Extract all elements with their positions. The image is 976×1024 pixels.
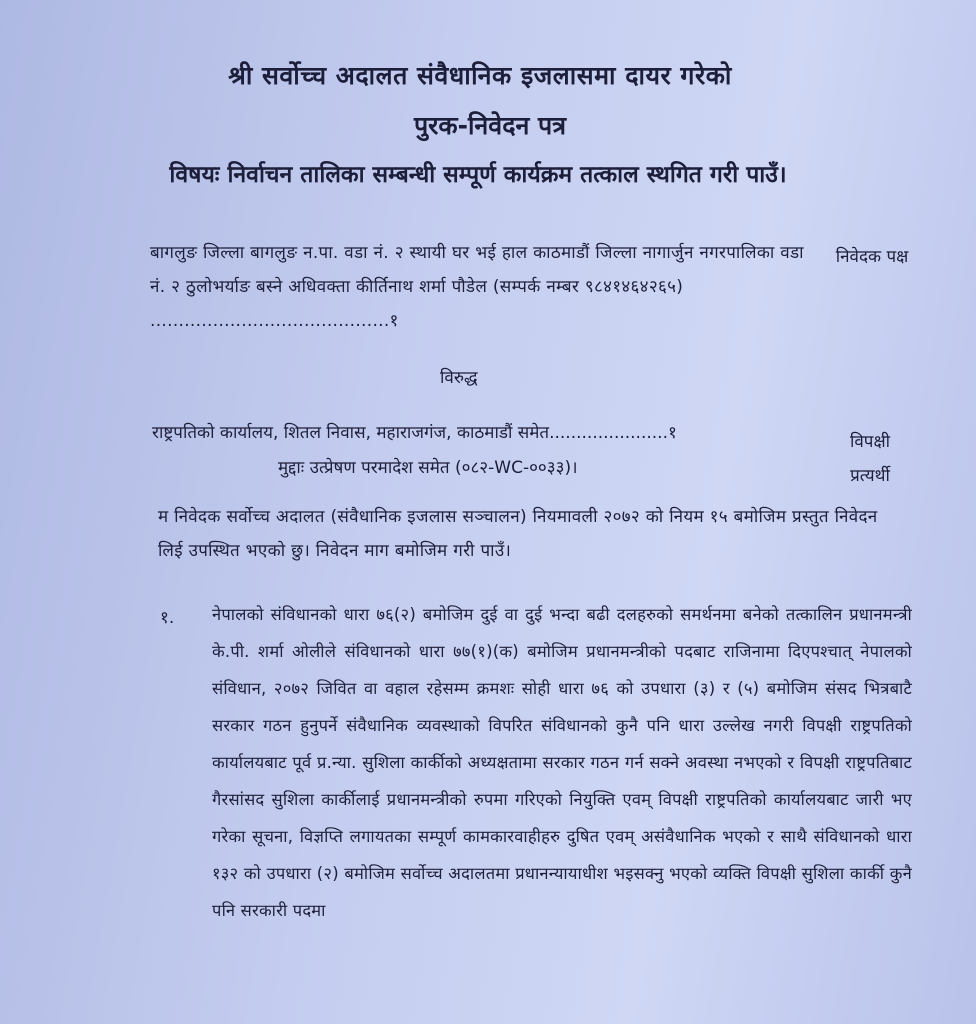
respondent-details: राष्ट्रपतिको कार्यालय, शितल निवास, महाराजगंज, काठमाडौं समेत......................१ (152, 423, 677, 443)
item-paragraph: नेपालको संविधानको धारा ७६(२) बमोजिम दुई वा दुई भन्दा बढी दलहरुको समर्थनमा बनेको तत्कालिन प्रधानमन्त्री के.पी. शर्मा ओलीले संविधानको धारा ७७(१)(क) बमोजिम प्रधानमन्त्रीको पदबाट राजिनामा दिएपश्चात् नेपालको संविधान, २०७२ जिवित वा वहाल रहेसम्म क्रमशः सोही धारा ७६ को उपधारा (३) र (५) बमोजिम संसद भित्रबाटै सरकार गठन हुनुपर्ने संवैधानिक व्यवस्थाको विपरित संविधानको कुनै पनि धारा उल्लेख नगरी विपक्षी राष्ट्रपतिको कार्यालयबाट पूर्व प्र.न्या. सुशिला कार्कीको अध्यक्षतामा सरकार गठन गर्न सक्ने अवस्था नभएको र विपक्षी राष्ट्रपतिबाट गैरसांसद सुशिला कार्कीलाई प्रधानमन्त्रीको रुपमा गरिएको नियुक्ति एवम् विपक्षी राष्ट्रपतिको कार्यालयबाट जारी भए गरेका सूचना, विज्ञप्ति लगायतका सम्पूर्ण कामकारवाहीहरु दुषित एवम् असंवैधानिक भएको र साथै संविधानको धारा १३२ को उपधारा (२) बमोजिम सर्वोच्च अदालतमा प्रधानन्यायाधीश भइसक्नु भएको व्यक्ति विपक्षी सुशिला कार्की कुनै पनि सरकारी पदमा (212, 605, 912, 920)
document-subject: विषयः निर्वाचन तालिका सम्बन्धी सम्पूर्ण कार्यक्रम तत्काल स्थगित गरी पाउँ। (169, 162, 787, 188)
item-number: १. (160, 608, 175, 628)
document-title-type: पुरक-निवेदन पत्र (413, 111, 567, 140)
respondent-side-label: विपक्षी प्रत्यर्थी (849, 432, 891, 486)
intro-paragraph: म निवेदक सर्वोच्च अदालत (संवैधानिक इजलास सञ्चालन) नियमावली २०७२ को नियम १५ बमोजिम प्रस्तुत निवेदन लिई उपस्थित भएको छु। निवेदन माग बमोजिम गरी पाउँ। (158, 507, 878, 561)
document-title-court: श्री सर्वोच्च अदालत संवैधानिक इजलासमा दायर गरेको (228, 61, 732, 90)
versus-label: विरुद्ध (440, 368, 478, 388)
case-line: मुद्दाः उत्प्रेषण परमादेश समेत (०८२-WC-००३३)। (278, 458, 578, 478)
petitioner-side-label: निवेदक पक्ष (835, 247, 909, 267)
petitioner-details: बागलुङ जिल्ला बागलुङ न.पा. वडा नं. २ स्थायी घर भई हाल काठमाडौं जिल्ला नागार्जुन नगरपालिका वडा नं. २ ठुलोभर्याङ बस्ने अधिवक्ता कीर्तिनाथ शर्मा पौडेल (सम्पर्क नम्बर ९८४१४६४२६५) ..........................................१ (150, 243, 804, 331)
